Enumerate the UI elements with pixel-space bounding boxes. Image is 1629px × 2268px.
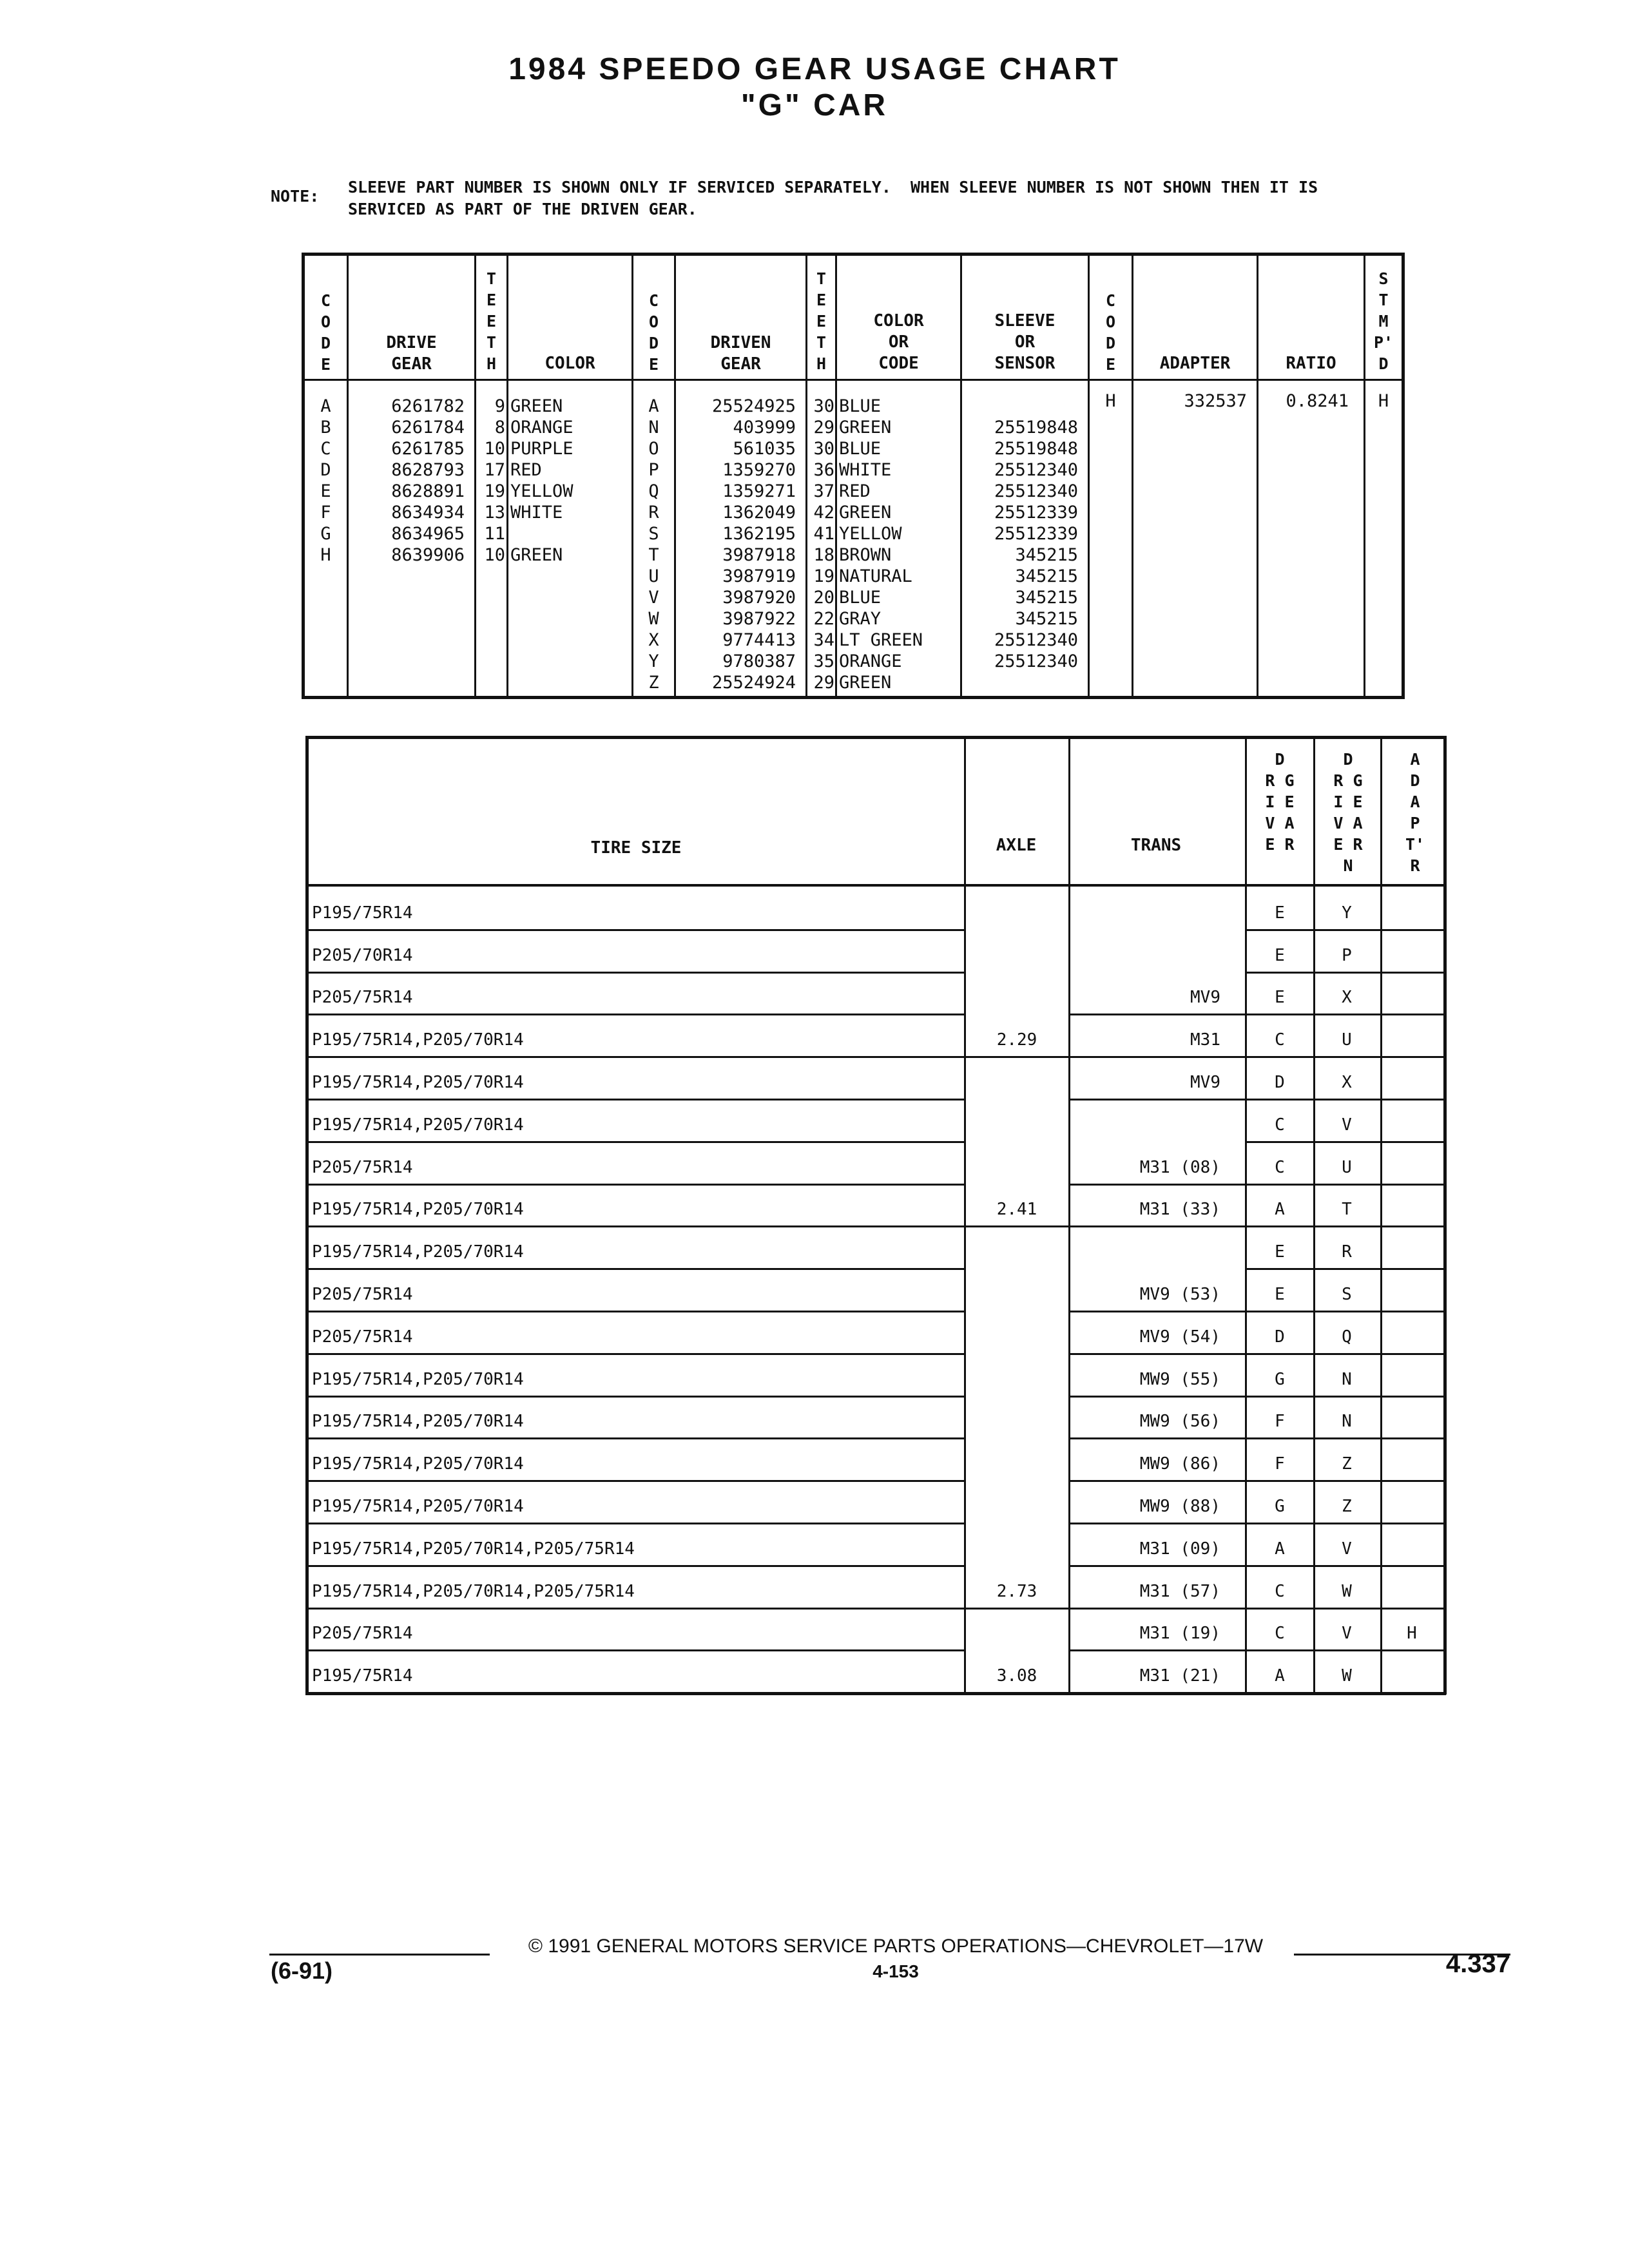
table-rule: [1245, 1523, 1446, 1524]
tire-size-cell: P195/75R14,P205/70R14,P205/75R14: [312, 1539, 635, 1559]
header-driven-gear-code: D R G I E V A E R N: [1333, 750, 1363, 875]
table-rule: [1245, 1396, 1446, 1398]
trans-cell: MW9 (88): [1139, 1497, 1220, 1516]
table-rule: [964, 1225, 1068, 1227]
table-rule: [305, 1649, 965, 1651]
tire-size-cell: P195/75R14: [312, 1666, 413, 1686]
table-rule: [1068, 1353, 1246, 1355]
trans-cell: M31 (57): [1139, 1582, 1220, 1601]
table-rule: [1245, 1268, 1446, 1270]
table-rule: [305, 929, 965, 931]
header-stmpd: S T M P' D: [1373, 269, 1394, 373]
table-rule: [305, 1225, 965, 1227]
drive-gear-cell: E: [1275, 1285, 1285, 1304]
driven-gear-cell: V: [1342, 1624, 1352, 1643]
note-label: NOTE:: [271, 187, 320, 206]
trans-cell: M31 (19): [1139, 1624, 1220, 1643]
adapter-cell: H: [1407, 1624, 1417, 1643]
table-rule: [1245, 1311, 1446, 1312]
footer-page-sub: 4-153: [872, 1961, 919, 1981]
adapter-code: H: [1105, 391, 1116, 411]
tire-size-cell: P195/75R14,P205/70R14: [312, 1030, 524, 1050]
table-rule: [1068, 1396, 1246, 1398]
table-rule: [1068, 1056, 1246, 1058]
tire-size-cell: P195/75R14: [312, 903, 413, 923]
axle-cell: 2.41: [996, 1200, 1037, 1219]
trans-cell: MV9 (54): [1139, 1327, 1220, 1347]
header-adapter-code: A D A P T' R: [1405, 750, 1425, 875]
table-rule: [305, 1565, 965, 1567]
header-code-adapter: C O D E: [1105, 291, 1116, 374]
table-rule: [305, 1523, 965, 1524]
footer-copyright: © 1991 GENERAL MOTORS SERVICE PARTS OPERATIONS—CHEVROLET—17W: [528, 1936, 1264, 1957]
drive-gear-cell: A: [1275, 1539, 1285, 1559]
driven-gear-cell: Z: [1342, 1497, 1352, 1516]
tire-size-cell: P195/75R14,P205/70R14,P205/75R14: [312, 1582, 635, 1601]
drive-gear-cell: C: [1275, 1030, 1285, 1050]
table-rule: [964, 1056, 1068, 1058]
table-rule: [1245, 1608, 1446, 1610]
driven-code-list: A N O P Q R S T U V W X Y Z: [648, 396, 659, 693]
table-rule: [1068, 1480, 1246, 1482]
note-line-2: SERVICED AS PART OF THE DRIVEN GEAR.: [348, 200, 697, 218]
header-code-driven: C O D E: [648, 291, 659, 374]
driven-gear-cell: V: [1342, 1115, 1352, 1135]
table-rule: [305, 1692, 1446, 1695]
drive-gear-cell: C: [1275, 1582, 1285, 1601]
driven-gear-cell: Q: [1342, 1327, 1352, 1347]
table-rule: [1068, 1311, 1246, 1312]
page-title: 1984 SPEEDO GEAR USAGE CHART: [508, 52, 1121, 86]
table-rule: [1245, 1565, 1446, 1567]
drive-gear-cell: G: [1275, 1370, 1285, 1389]
table-rule: [1245, 736, 1247, 1695]
tire-size-cell: P195/75R14,P205/70R14: [312, 1370, 524, 1389]
table-rule: [1068, 1565, 1246, 1567]
trans-cell: M31 (21): [1139, 1666, 1220, 1686]
driven-gear-cell: W: [1342, 1666, 1352, 1686]
table-rule: [1245, 1014, 1446, 1015]
driven-gear-cell: Y: [1342, 903, 1352, 923]
sleeve-list: 25519848 25519848 25512340 25512340 25512339 25512339 345215 345215 345215 345215 25512340 25512340: [994, 418, 1078, 671]
table-rule: [305, 1056, 965, 1058]
header-driven-gear: DRIVEN GEAR: [710, 333, 771, 374]
driven-gear-cell: U: [1342, 1158, 1352, 1177]
table-rule: [1245, 1649, 1446, 1651]
header-color: COLOR: [545, 354, 595, 373]
driven-gear-cell: N: [1342, 1412, 1352, 1431]
drive-gear-cell: E: [1275, 988, 1285, 1007]
drive-gear-cell: D: [1275, 1327, 1285, 1347]
table-rule: [1068, 736, 1070, 1695]
header-adapter: ADAPTER: [1159, 354, 1231, 373]
table-rule: [1245, 929, 1446, 931]
table-rule: [1068, 1523, 1246, 1524]
tire-size-cell: P195/75R14,P205/70R14: [312, 1115, 524, 1135]
drive-gear-cell: D: [1275, 1073, 1285, 1092]
drive-gear-cell: C: [1275, 1115, 1285, 1135]
driven-teeth-list: 30 29 30 36 37 42 41 18 19 20 22 34 35 29: [813, 396, 834, 693]
tire-size-cell: P205/75R14: [312, 1158, 413, 1177]
table-rule: [1443, 736, 1447, 1695]
trans-cell: MV9: [1190, 988, 1220, 1007]
drive-gear-list: 6261782 6261784 6261785 8628793 8628891 8634934 8634965 8639906: [391, 396, 465, 565]
header-ratio: RATIO: [1286, 354, 1336, 373]
table-rule: [305, 1014, 965, 1015]
drive-gear-cell: E: [1275, 946, 1285, 965]
trans-cell: MV9 (53): [1139, 1285, 1220, 1304]
driven-color-list: BLUE GREEN BLUE WHITE RED GREEN YELLOW BROWN NATURAL BLUE GRAY LT GREEN ORANGE GREEN: [839, 396, 923, 693]
header-teeth-driven: T E E T H: [816, 269, 827, 373]
table-rule: [305, 1608, 965, 1610]
table-rule: [1245, 1437, 1446, 1439]
trans-cell: MW9 (86): [1139, 1454, 1220, 1474]
table-rule: [1068, 1649, 1246, 1651]
table-rule: [1380, 736, 1382, 1695]
driven-gear-cell: S: [1342, 1285, 1352, 1304]
axle-cell: 2.73: [996, 1582, 1037, 1601]
header-sleeve-or-sensor: SLEEVE OR SENSOR: [994, 311, 1055, 373]
table-rule: [1245, 1225, 1446, 1227]
driven-gear-cell: X: [1342, 988, 1352, 1007]
drive-gear-cell: E: [1275, 1242, 1285, 1262]
drive-code-list: A B C D E F G H: [320, 396, 331, 565]
tire-size-cell: P205/75R14: [312, 988, 413, 1007]
adapter-stmpd: H: [1378, 391, 1389, 411]
driven-gear-cell: W: [1342, 1582, 1352, 1601]
note-line-1: SLEEVE PART NUMBER IS SHOWN ONLY IF SERVICED SEPARATELY. WHEN SLEEVE NUMBER IS NOT SHOWN THEN IT IS: [348, 178, 1318, 197]
tire-size-cell: P205/75R14: [312, 1285, 413, 1304]
table-rule: [1245, 1353, 1446, 1355]
driven-gear-cell: N: [1342, 1370, 1352, 1389]
axle-cell: 2.29: [996, 1030, 1037, 1050]
table-rule: [1245, 1099, 1446, 1100]
drive-gear-cell: E: [1275, 903, 1285, 923]
tire-size-cell: P195/75R14,P205/70R14: [312, 1200, 524, 1219]
driven-gear-cell: V: [1342, 1539, 1352, 1559]
tire-size-cell: P195/75R14,P205/70R14: [312, 1242, 524, 1262]
drive-color-list: GREEN ORANGE PURPLE RED YELLOW WHITE GREEN: [510, 396, 574, 565]
tire-size-cell: P205/75R14: [312, 1327, 413, 1347]
drive-gear-cell: A: [1275, 1666, 1285, 1686]
table-rule: [305, 1184, 965, 1186]
table-rule: [305, 1141, 965, 1143]
table-rule: [305, 1480, 965, 1482]
drive-gear-cell: C: [1275, 1624, 1285, 1643]
table-rule: [964, 1608, 1068, 1610]
table-rule: [1245, 1056, 1446, 1058]
trans-cell: MW9 (56): [1139, 1412, 1220, 1431]
trans-cell: M31 (09): [1139, 1539, 1220, 1559]
tire-size-cell: P205/70R14: [312, 946, 413, 965]
axle-cell: 3.08: [996, 1666, 1037, 1686]
table-rule: [1245, 1480, 1446, 1482]
trans-cell: M31: [1190, 1030, 1220, 1050]
tire-size-cell: P195/75R14,P205/70R14: [312, 1454, 524, 1474]
table-rule: [305, 884, 1446, 887]
table-rule: [305, 736, 309, 1695]
table-rule: [1068, 1225, 1246, 1227]
table-rule: [305, 1437, 965, 1439]
drive-gear-cell: G: [1275, 1497, 1285, 1516]
table-rule: [305, 1099, 965, 1100]
table-rule: [964, 736, 966, 1695]
table-rule: [305, 1311, 965, 1312]
table-rule: [1245, 972, 1446, 974]
tire-size-cell: P205/75R14: [312, 1624, 413, 1643]
header-tire-size: TIRE SIZE: [590, 838, 682, 858]
trans-cell: MW9 (55): [1139, 1370, 1220, 1389]
drive-gear-cell: A: [1275, 1200, 1285, 1219]
tire-size-cell: P195/75R14,P205/70R14: [312, 1497, 524, 1516]
table-rule: [305, 1268, 965, 1270]
trans-cell: M31 (08): [1139, 1158, 1220, 1177]
table-rule: [1245, 1184, 1446, 1186]
driven-gear-cell: X: [1342, 1073, 1352, 1092]
header-drive-gear: DRIVE GEAR: [386, 333, 437, 374]
header-color-or-code: COLOR OR CODE: [873, 311, 924, 373]
drive-gear-cell: C: [1275, 1158, 1285, 1177]
driven-gear-cell: P: [1342, 946, 1352, 965]
table-rule: [1068, 1184, 1246, 1186]
drive-gear-cell: F: [1275, 1454, 1285, 1474]
driven-gear-cell: U: [1342, 1030, 1352, 1050]
driven-gear-cell: T: [1342, 1200, 1352, 1219]
table-rule: [1068, 1437, 1246, 1439]
tire-size-cell: P195/75R14,P205/70R14: [312, 1412, 524, 1431]
header-trans: TRANS: [1130, 836, 1182, 855]
tire-size-cell: P195/75R14,P205/70R14: [312, 1073, 524, 1092]
table-rule: [1068, 1014, 1246, 1015]
drive-gear-cell: F: [1275, 1412, 1285, 1431]
driven-gear-list: 25524925 403999 561035 1359270 1359271 1362049 1362195 3987918 3987919 3987920 3987922 9774413 9780387 25524924: [711, 396, 796, 693]
table-rule: [305, 1396, 965, 1398]
table-rule: [305, 1353, 965, 1355]
table-rule: [305, 972, 965, 974]
driven-gear-cell: R: [1342, 1242, 1352, 1262]
trans-cell: M31 (33): [1139, 1200, 1220, 1219]
footer-date: (6-91): [271, 1957, 333, 1984]
trans-cell: MV9: [1190, 1073, 1220, 1092]
header-teeth-drive: T E E T H: [486, 269, 497, 373]
table-rule: [1068, 1608, 1246, 1610]
header-drive-gear-code: D R G I E V A E R: [1265, 750, 1295, 854]
adapter-part: 332537: [1184, 391, 1247, 411]
table-rule: [1068, 1099, 1246, 1100]
table-rule: [1245, 1141, 1446, 1143]
header-code-drive: C O D E: [320, 291, 331, 374]
adapter-ratio: 0.8241: [1286, 391, 1349, 411]
footer-page-number: 4.337: [1445, 1950, 1510, 1978]
page-subtitle: "G" CAR: [740, 88, 889, 122]
table-rule: [305, 736, 1443, 739]
header-axle: AXLE: [996, 836, 1037, 855]
driven-gear-cell: Z: [1342, 1454, 1352, 1474]
drive-teeth-list: 9 8 10 17 19 13 11 10: [484, 396, 505, 565]
